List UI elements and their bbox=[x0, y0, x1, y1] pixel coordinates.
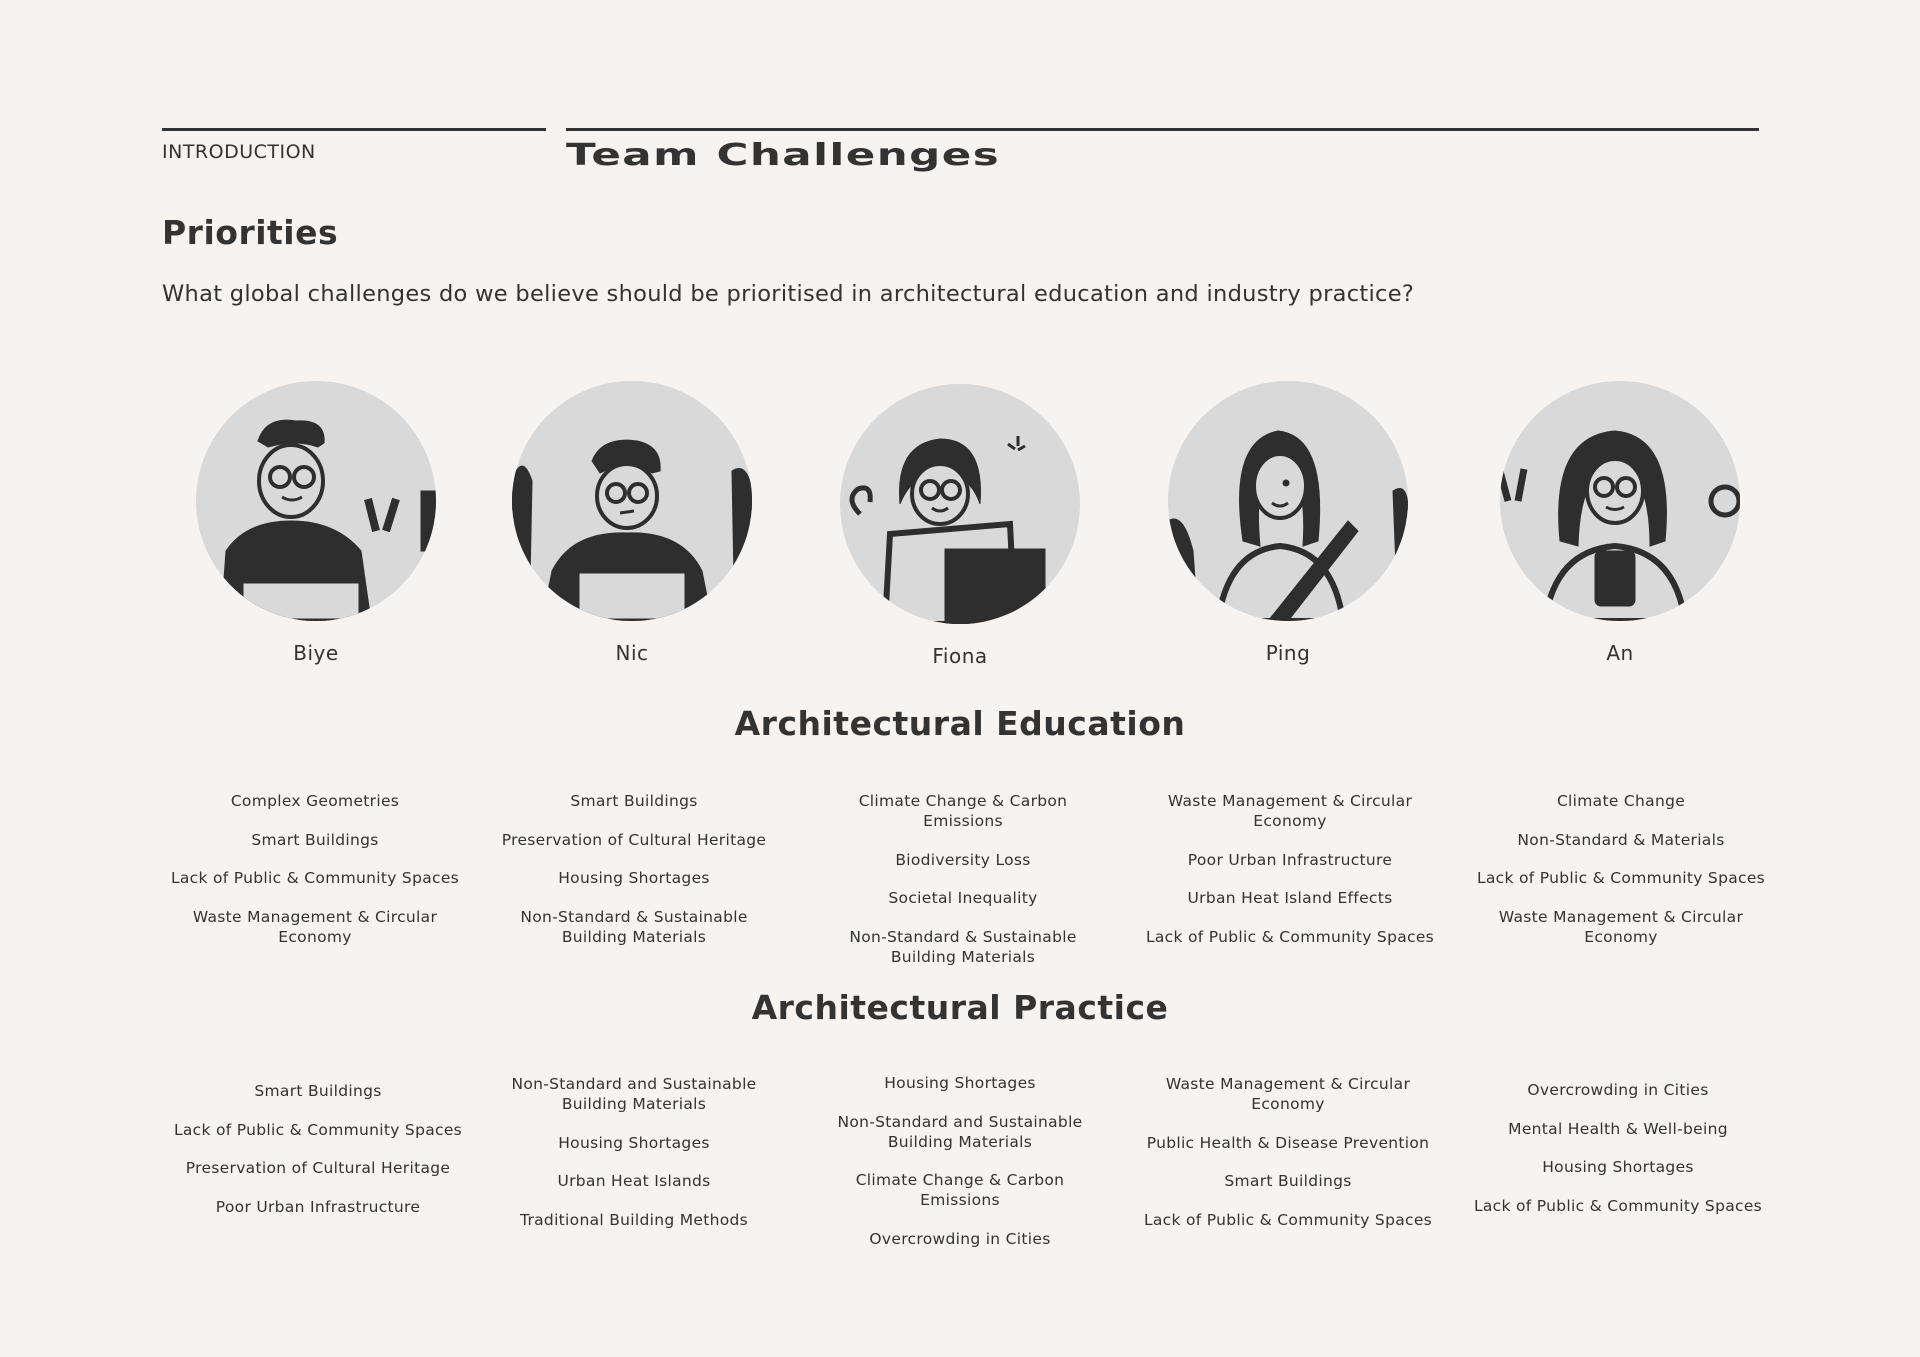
education-column-nic bbox=[489, 791, 779, 965]
list-item: Housing Shortages bbox=[558, 869, 710, 887]
team-member-an bbox=[1500, 381, 1740, 665]
list-item: Smart Buildings bbox=[570, 792, 698, 810]
list-item: Lack of Public & Community Spaces bbox=[1473, 1196, 1763, 1215]
list-item: Smart Buildings bbox=[254, 1082, 382, 1100]
list-item: Climate Change & Carbon Emissions bbox=[858, 792, 1068, 830]
list-item: Waste Management & Circular Economy bbox=[192, 907, 438, 946]
list-item: Poor Urban Infrastructure bbox=[215, 1197, 421, 1216]
avatar-illustration-an bbox=[1500, 381, 1740, 621]
list-item: Non-Standard & Sustainable Building Materials bbox=[849, 927, 1077, 966]
list-item: Smart Buildings bbox=[1224, 1172, 1352, 1190]
list-item: Non-Standard and Sustainable Building Materials bbox=[511, 1075, 757, 1113]
list-item: Housing Shortages bbox=[558, 1133, 710, 1152]
education-heading: Architectural Education bbox=[734, 704, 1186, 743]
list-item: Lack of Public & Community Spaces bbox=[1143, 1210, 1433, 1229]
list-item: Public Health & Disease Prevention bbox=[1146, 1133, 1430, 1152]
list-item: Poor Urban Infrastructure bbox=[1187, 850, 1393, 869]
list-item: Climate Change & Carbon Emissions bbox=[855, 1171, 1065, 1209]
page-title: Team Challenges bbox=[566, 138, 1001, 173]
member-name: An bbox=[1606, 641, 1634, 665]
avatar-illustration-fiona bbox=[840, 384, 1080, 624]
list-item: Lack of Public & Community Spaces bbox=[173, 1120, 463, 1139]
priorities-title: Priorities bbox=[162, 213, 339, 252]
list-item: Complex Geometries bbox=[230, 792, 400, 810]
list-item: Preservation of Cultural Heritage bbox=[501, 830, 767, 849]
list-item: Mental Health & Well-being bbox=[1508, 1119, 1728, 1138]
member-name: Fiona bbox=[932, 644, 988, 668]
list-item: Preservation of Cultural Heritage bbox=[185, 1159, 451, 1177]
list-item: Lack of Public & Community Spaces bbox=[1476, 869, 1766, 887]
list-item: Waste Management & Circular Economy bbox=[1165, 1075, 1411, 1113]
team-member-nic bbox=[512, 381, 752, 665]
avatar bbox=[512, 381, 752, 621]
list-item: Housing Shortages bbox=[884, 1074, 1036, 1092]
list-item: Climate Change bbox=[1556, 792, 1686, 810]
education-column-fiona bbox=[818, 791, 1108, 985]
team-member-biye bbox=[196, 381, 436, 665]
list-item: Non-Standard & Sustainable Building Materials bbox=[520, 907, 748, 946]
education-column-biye bbox=[170, 791, 460, 965]
list-item: Waste Management & Circular Economy bbox=[1498, 907, 1744, 946]
list-item: Non-Standard and Sustainable Building Materials bbox=[837, 1112, 1083, 1151]
priorities-question: What global challenges do we believe should be prioritised in architectural education and industry practice? bbox=[162, 281, 1415, 307]
list-item: Non-Standard & Materials bbox=[1517, 830, 1725, 849]
practice-column-biye bbox=[173, 1081, 463, 1235]
member-name: Nic bbox=[615, 641, 649, 665]
list-item: Urban Heat Islands bbox=[557, 1172, 711, 1190]
avatar-illustration-nic bbox=[512, 381, 752, 621]
practice-column-fiona bbox=[815, 1073, 1105, 1267]
avatar-illustration-ping bbox=[1168, 381, 1408, 621]
team-member-fiona bbox=[840, 384, 1080, 668]
avatar bbox=[1168, 381, 1408, 621]
practice-heading: Architectural Practice bbox=[751, 988, 1169, 1027]
avatar bbox=[1500, 381, 1740, 621]
avatar bbox=[840, 384, 1080, 624]
practice-column-an bbox=[1473, 1080, 1763, 1234]
list-item: Societal Inequality bbox=[888, 889, 1038, 907]
practice-column-ping bbox=[1143, 1074, 1433, 1248]
list-item: Lack of Public & Community Spaces bbox=[1145, 927, 1435, 946]
avatar-illustration-biye bbox=[196, 381, 436, 621]
list-item: Urban Heat Island Effects bbox=[1187, 889, 1393, 907]
list-item: Overcrowding in Cities bbox=[869, 1229, 1051, 1248]
education-column-ping bbox=[1145, 791, 1435, 965]
list-item: Overcrowding in Cities bbox=[1527, 1081, 1709, 1099]
header-rule-left bbox=[162, 128, 546, 131]
list-item: Waste Management & Circular Economy bbox=[1167, 792, 1413, 830]
member-name: Biye bbox=[293, 641, 339, 665]
avatar bbox=[196, 381, 436, 621]
list-item: Lack of Public & Community Spaces bbox=[170, 869, 460, 887]
header-rule-right bbox=[566, 128, 1759, 131]
education-column-an bbox=[1476, 791, 1766, 965]
section-label: INTRODUCTION bbox=[162, 141, 316, 163]
team-member-ping bbox=[1168, 381, 1408, 665]
list-item: Housing Shortages bbox=[1542, 1158, 1694, 1176]
list-item: Biodiversity Loss bbox=[895, 850, 1031, 869]
list-item: Smart Buildings bbox=[251, 830, 379, 849]
member-name: Ping bbox=[1265, 641, 1311, 665]
practice-column-nic bbox=[489, 1074, 779, 1248]
list-item: Traditional Building Methods bbox=[519, 1210, 749, 1229]
